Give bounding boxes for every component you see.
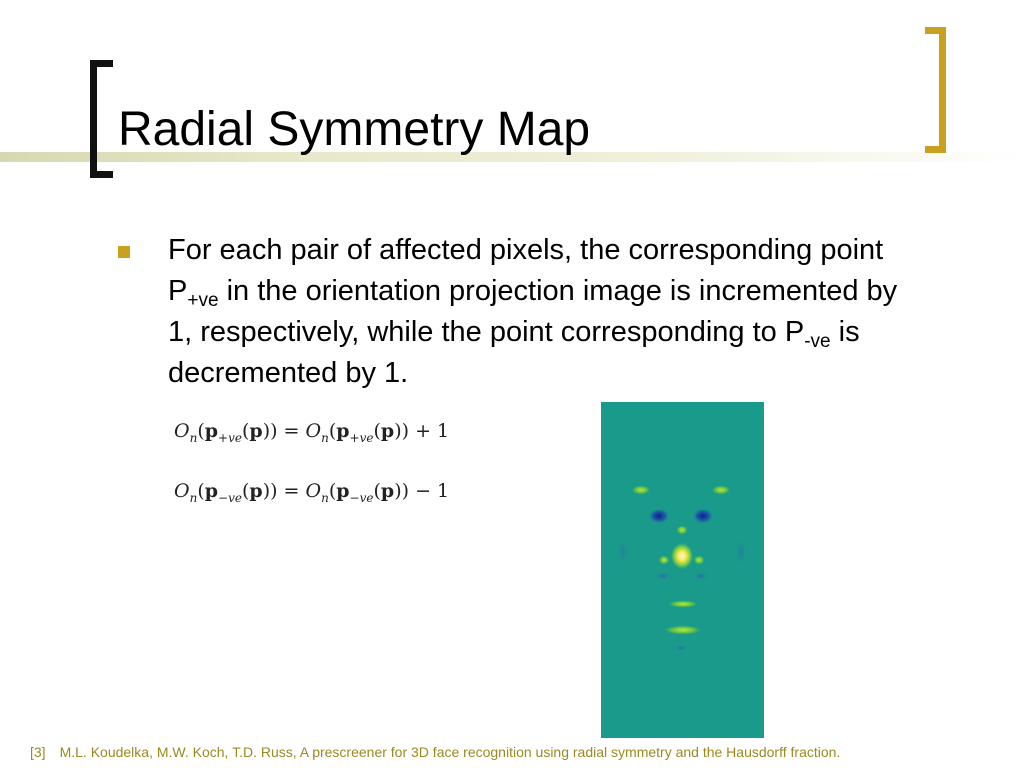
eq-index: n (189, 490, 198, 505)
citation-text: M.L. Koudelka, M.W. Koch, T.D. Russ, A prescreener for 3D face recognition using radial symmetry and the Hausdorff fraction. (59, 744, 841, 760)
brow-left-spot (631, 485, 651, 495)
nose-bridge-spot (676, 525, 688, 535)
eq-index: n (321, 490, 329, 505)
cheek-left-spot (655, 572, 671, 580)
bullet-text-part: in the orientation projection image is incremented by 1, respectively, while the point corresponding to P (168, 275, 898, 348)
eq-p-sub: −ve (218, 490, 242, 505)
eye-right-spot (692, 508, 714, 524)
bullet-text-part: is decremented by 1. (168, 316, 860, 389)
map-background (601, 402, 764, 738)
eq-symbol: O (305, 480, 322, 502)
face-edge-left (617, 538, 629, 566)
eq-index: n (189, 430, 198, 445)
eq-operation: − 1 (415, 480, 450, 502)
eq-operation: + 1 (415, 420, 450, 442)
citation-footnote (30, 744, 1020, 760)
bullet-square-icon (118, 246, 130, 258)
eq-p-sub: +ve (218, 430, 242, 445)
slide-title: Radial Symmetry Map (118, 103, 591, 156)
nostril-right-spot (693, 555, 705, 565)
subscript-positive: +ve (187, 290, 219, 311)
face-edge-right (735, 538, 747, 566)
eq-symbol: O (305, 420, 322, 442)
nose-tip-spot (670, 542, 694, 570)
bullet-text (168, 230, 928, 394)
equation-decrement: $O_n(p_{-ve}(p)) = O_n(p_{-ve}(p)) - 1$ (174, 480, 450, 505)
lip-upper-spot (667, 600, 699, 608)
right-bracket-icon (925, 27, 946, 153)
brow-right-spot (711, 485, 731, 495)
radial-symmetry-map-image (601, 402, 764, 738)
left-bracket-icon (90, 60, 113, 178)
subscript-negative: -ve (804, 331, 831, 352)
eq-index: n (321, 430, 329, 445)
eq-symbol: O (174, 480, 190, 502)
cheek-right-spot (693, 572, 709, 580)
eq-p-sub: −ve (349, 490, 374, 505)
eye-left-spot (648, 508, 670, 524)
chin-spot (675, 645, 687, 651)
citation-ref: [3] (30, 744, 46, 760)
equation-increment: $O_n(p_{+ve}(p)) = O_n(p_{+ve}(p)) + 1$ (174, 420, 450, 445)
eq-symbol: O (174, 420, 190, 442)
bullet-text-part: For each pair of affected pixels, the corresponding point P (168, 234, 884, 307)
nostril-left-spot (658, 555, 670, 565)
eq-p-sub: +ve (349, 430, 374, 445)
lip-lower-spot (663, 625, 703, 635)
